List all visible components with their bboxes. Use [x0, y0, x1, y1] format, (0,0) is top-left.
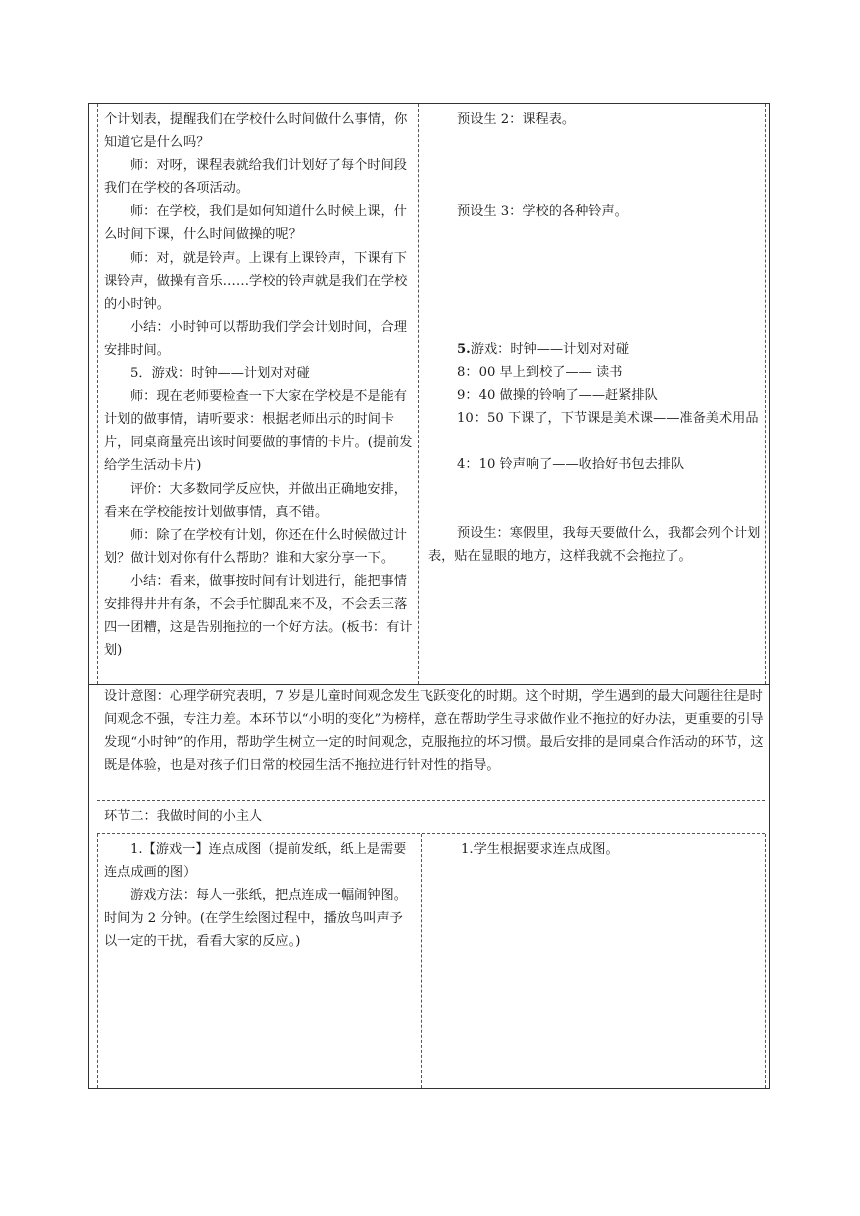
paragraph: 小结：小时钟可以帮助我们学会计划时间，合理安排时间。 [104, 319, 407, 358]
inner-dashed-left-1 [97, 104, 98, 684]
paragraph: 5．游戏：时钟——计划对对碰 [130, 366, 310, 382]
game-line: 8：00 早上到校了—— 读书 [457, 365, 623, 380]
column-divider-2 [421, 834, 422, 1088]
left-column-2 [104, 838, 415, 953]
paragraph: 师：除了在学校有计划，你还在什么时候做过计划？做计划对你有什么帮助？谁和大家分享一下。 [104, 527, 407, 566]
table-border-bottom [88, 1088, 770, 1089]
table-border-right [769, 103, 770, 1089]
inner-dashed-left-2 [97, 834, 98, 1088]
game-number: 5. [457, 342, 471, 357]
game-line: 10：50 下课了，下节课是美术课——准备美术用品 [457, 411, 759, 426]
inner-dashed-right-2 [765, 834, 766, 1088]
design-intent [104, 685, 764, 777]
game-line: 4：10 铃声响了——收拾好书包去排队 [457, 457, 685, 472]
table-border-left [88, 103, 89, 1089]
paragraph: 1.【游戏一】连点成图（提前发纸，纸上是需要连点成画的图） [104, 842, 407, 881]
paragraph: 个计划表，提醒我们在学校什么时间做什么事情，你知道它是什么吗？ [104, 112, 408, 151]
student-activity: 1.学生根据要求连点成图。 [461, 842, 619, 857]
paragraph: 预设生：寒假里，我每天要做什么，我都会列个计划表，贴在显眼的地方，这样我就不会拖拉了。 [428, 526, 761, 565]
paragraph: 小结：看来，做事按时间有计划进行，能把事情安排得井井有条，不会手忙脚乱来不及，不会丢三落四一团糟，这是告别拖拉的一个好方法。(板书：有计划) [104, 573, 413, 659]
paragraph: 师：在学校，我们是如何知道什么时候上课，什么时间下课，什么时间做操的呢？ [104, 204, 407, 243]
preset-student-2: 预设生 2：课程表。 [457, 112, 576, 127]
paragraph: 评价：大多数同学反应快，并做出正确地安排，看来在学校能按计划做事情，真不错。 [104, 481, 407, 520]
paragraph: 师：对，就是铃声。上课有上课铃声，下课有下课铃声，做操有音乐……学校的铃声就是我们在学校的小时钟。 [104, 250, 408, 312]
table-border-top [88, 103, 770, 104]
left-column-1 [104, 108, 413, 662]
inner-dashed-right-1 [765, 104, 766, 684]
game-title [457, 338, 629, 361]
game-title-text: 游戏：时钟——计划对对碰 [470, 342, 630, 357]
paragraph: 游戏方法：每人一张纸，把点连成一幅闹钟图。时间为 2 分钟。(在学生绘图过程中，播放鸟叫声予以一定的干扰，看看大家的反应。) [104, 888, 407, 950]
paragraph: 师：现在老师要检查一下大家在学校是不是能有计划的做事情，请听要求：根据老师出示的时间卡片，同桌商量亮出该时间要做的事情的卡片。(提前发给学生活动卡片) [104, 389, 413, 474]
game-line-wrapped [428, 407, 762, 430]
section-title: 环节二：我做时间的小主人 [104, 809, 263, 824]
design-intent-text: 设计意图：心理学研究表明，7 岁是儿童时间观念发生飞跃变化的时期。这个时期，学生遇到的最大问题往往是时间观念不强，专注力差。本环节以“小明的变化”为榜样，意在帮助学生寻求做作业不拖拉的好办法，更重要的引导发现“小时钟”的作用，帮助学生树立一定的时间观念，克服拖拉的坏习惯。最后安排的是同桌合作活动的环节，这既是体验，也是对孩子们日常的校园生活不拖拉进行针对性的指导。 [104, 689, 764, 774]
paragraph: 师：对呀，课程表就给我们计划好了每个时间段我们在学校的各项活动。 [104, 158, 407, 197]
game-line: 9：40 做操的铃响了——赶紧排队 [457, 388, 658, 403]
preset-student-3: 预设生 3：学校的各种铃声。 [457, 204, 628, 219]
preset-student-last [428, 522, 764, 568]
row-divider-2 [97, 800, 765, 801]
row-divider-3 [97, 833, 765, 834]
column-divider-1 [418, 104, 419, 684]
